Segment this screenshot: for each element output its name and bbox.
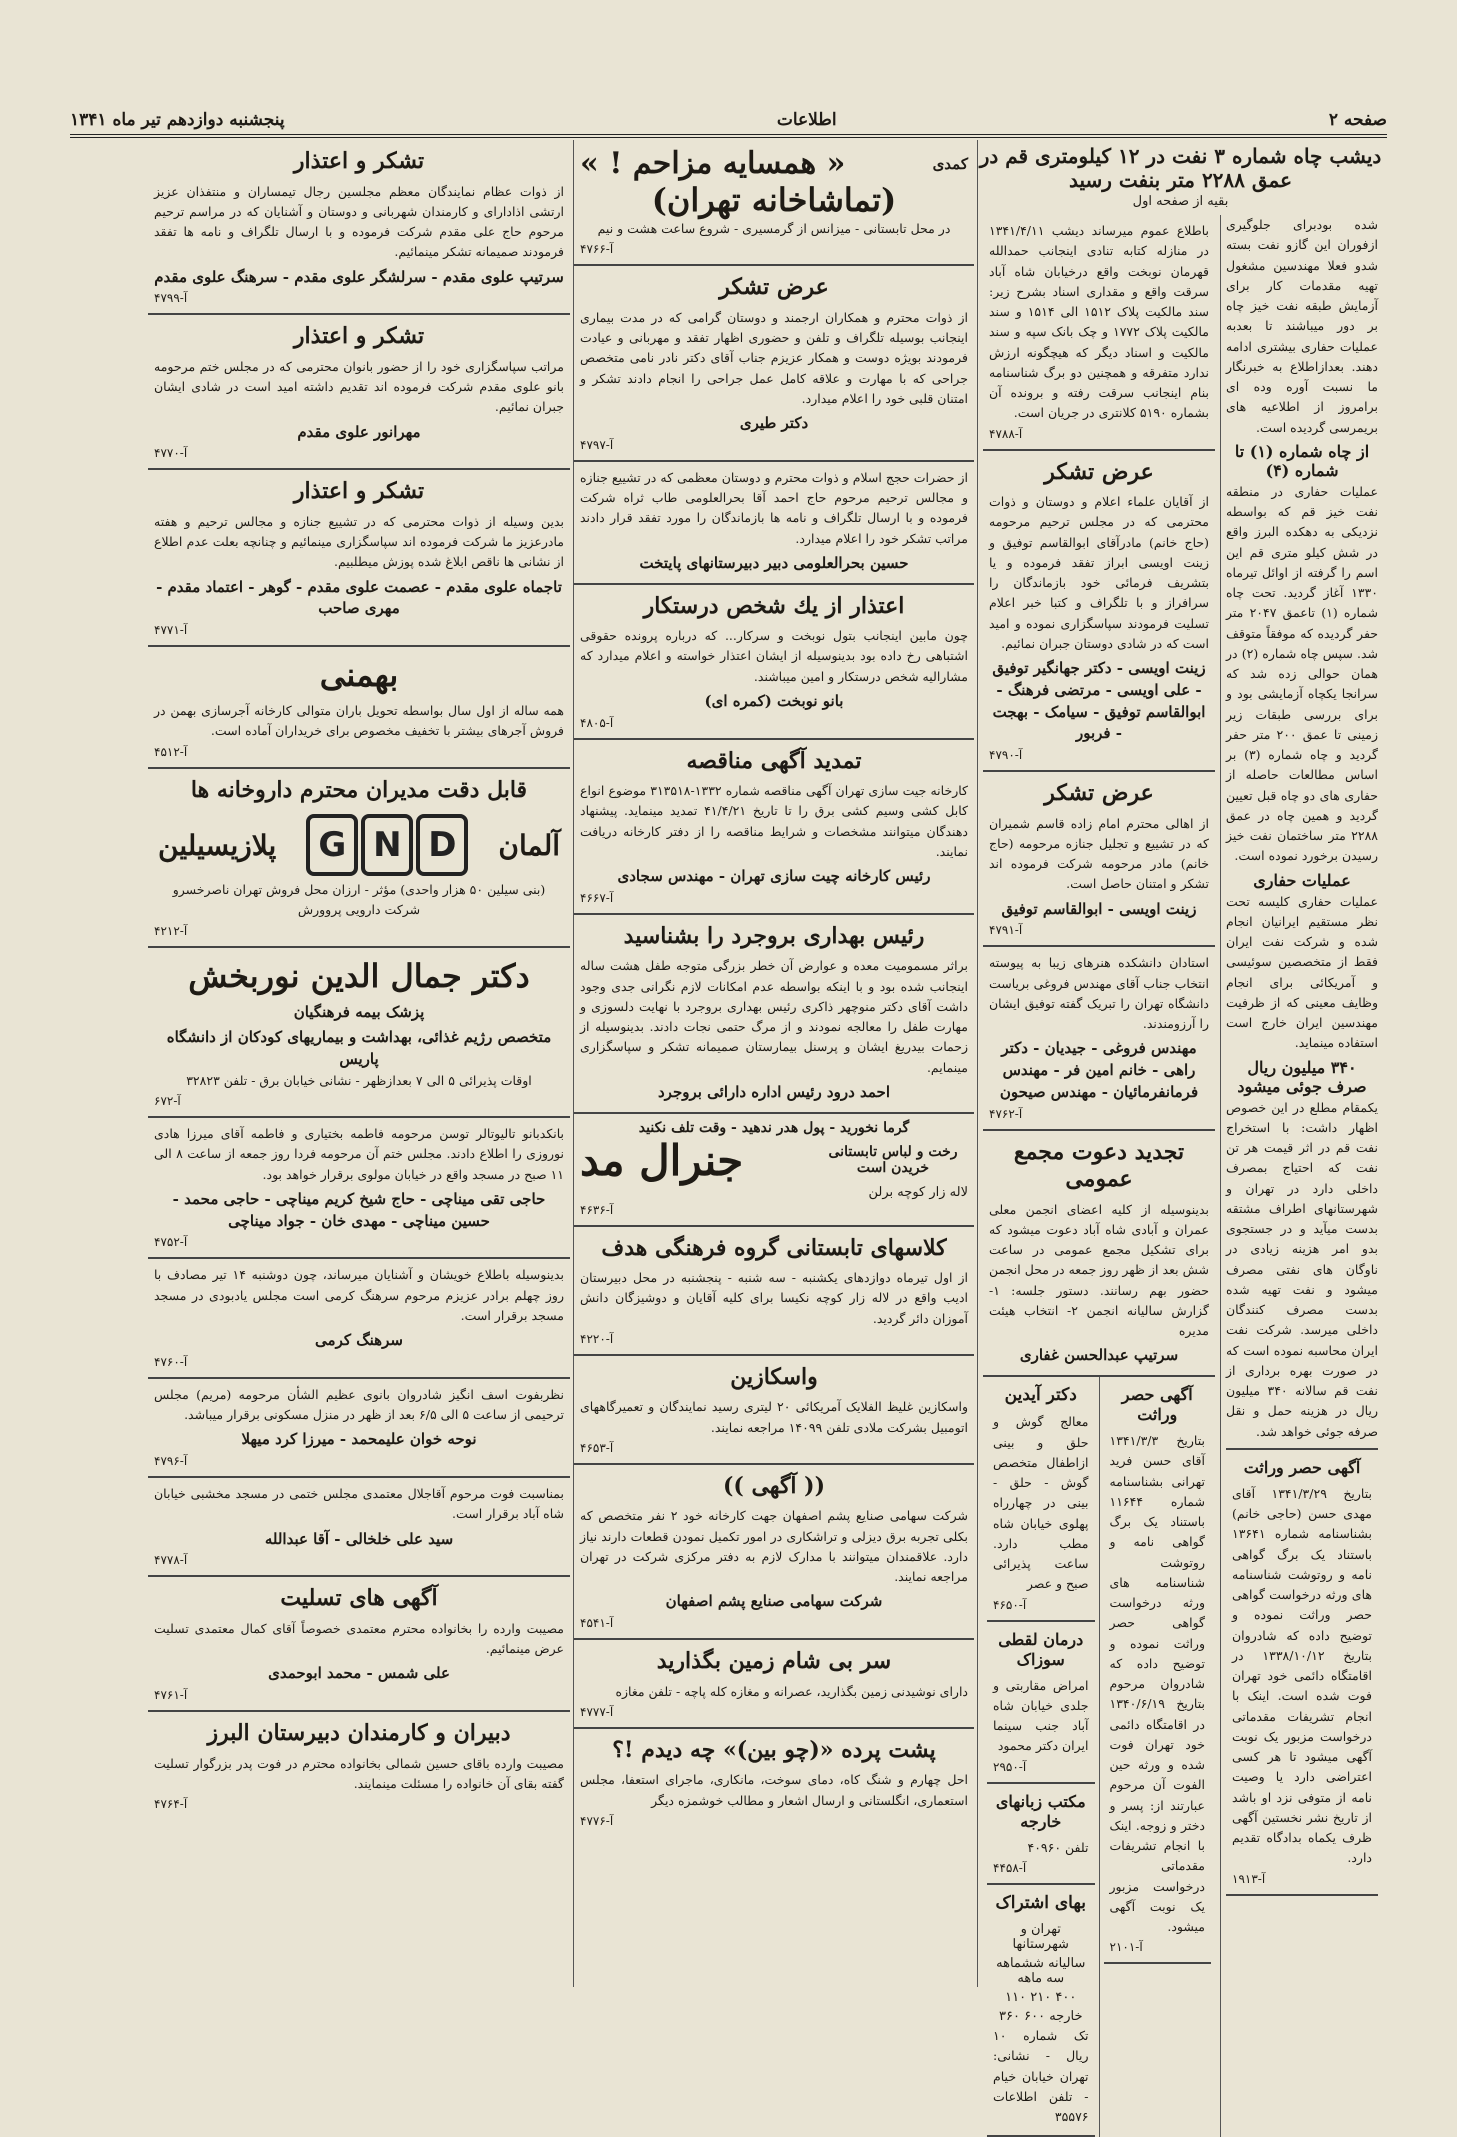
dng-logo-letter: D (416, 814, 468, 876)
small-ads-row (983, 1377, 1215, 2137)
notice-text: بانکدبانو تالیوتالر توسن مرحومه فاطمه بختیاری و فاطمه آقای میرزا هادی نوروزی را اطلاع دادند. مجلس ختم آن مرحومه فردا روز جمعه از ساعت ۸ الی ۱۱ صبح در مسجد واقع در خیابان مولوی برقرار خواهد بود. (154, 1126, 564, 1182)
ad-hours: اوقات پذیرائی ۵ الی ۷ بعدازظهر - نشانی خیابان برق - تلفن ۳۲۸۲۳ (186, 1072, 532, 1088)
notice-code: آ-۴۷۷۱ (154, 623, 188, 637)
ad-title: کلاسهای تابستانی گروه فرهنگی هدف (601, 1234, 947, 1261)
notice-condolence (148, 1577, 570, 1712)
notice-text: بدین وسیله از ذوات محترمی که در تشییع جنازه و مجالس ترحیم و هفته مادرعزیز ما شرکت فرموده اند سپاسگزاری مینمائیم و چنانچه بعلت عدم اطلاع از نشانی ها ناقص ابلاغ شده پوزش میطلبیم. (154, 513, 564, 570)
ad-text: امراض مقاربتی و جلدی خیابان شاه آباد جنب سینما ایران دکتر محمود (993, 1677, 1089, 1754)
notice-signature: علی شمس - محمد ابوحمدی (268, 1664, 450, 1683)
ad-brand-row (580, 1136, 968, 1185)
ad-text: (بنی سیلین ۵۰ هزار واحدی) مؤثر - ارزان محل فروش تهران ناصرخسرو شرکت دارویی پروورش (172, 882, 546, 918)
theatre-genre: کمدی (932, 154, 968, 173)
notice-code: آ-۴۷۹۶ (154, 1454, 188, 1468)
notice-signature: سرتیپ علوی مقدم - سرلشگر علوی مقدم - سرهنگ علوی مقدم (154, 267, 564, 286)
notice-tender (574, 740, 974, 915)
dng-logo-letter: G (306, 814, 358, 876)
notice-title: عرض تشکر (1044, 780, 1154, 806)
ad-recruitment (574, 1465, 974, 1640)
dng-logo-letter: N (361, 814, 413, 876)
ad-title: پشت پرده «(چو بين)» چه دیدم !؟ (612, 1736, 936, 1763)
notice-signature: سرتیپ عبدالحسن غفاری (1019, 1346, 1179, 1365)
ad-restaurant (574, 1640, 974, 1729)
page-header (70, 88, 1387, 138)
ad-title: دکتر جمال الدین نوربخش (188, 956, 530, 995)
notice-code: آ-۴۷۹۹ (154, 291, 188, 306)
dng-logo-icon (306, 814, 468, 876)
issue-date: پنجشنبه دوازدهم تیر ماه ۱۳۴۱ (70, 110, 285, 130)
notice-code: آ-۴۷۵۲ (154, 1235, 188, 1250)
theatre-venue: (تماشاخانه تهران) (651, 181, 897, 219)
lead-paragraph: عملیات حفاری کلیسه تحت نظر مستقیم ایرانیان انجام شده و شرکت نفت ایران فقط از متخصصین سوئیسی و آمریکائی برای انجام وظایف معینی که از ظرفیت مهندسین ایران خارج است استفاده مینماید. (1226, 893, 1378, 1051)
notice-thanks-bahrololoomi (574, 462, 974, 585)
notice-memorial-3 (148, 1379, 570, 1478)
notice-title: تشکر و اعتذار (293, 478, 425, 505)
ad-summer-classes (574, 1227, 974, 1356)
notice-thanks-1 (983, 451, 1215, 773)
subscription-text: تک شماره ۱۰ ریال - نشانی: تهران خیابان خیام - تلفن اطلاعات ۳۵۵۷۶ (993, 2028, 1089, 2124)
ad-code: آ-۲۹۵۰ (993, 1759, 1027, 1774)
notice-text: بتاریخ ۱۳۴۱/۳/۳ آقای حسن فرید تهرانی بشناسنامه شماره ۱۱۶۴۴ باستناد یک برگ گواهی نامه و روتوشت شناسنامه های ورثه درخواست گواهی حصر وراثت نموده و توضیح داده که شادروان مرحوم بتاریخ ۱۳۴۰/۶/۱۹ در اقامتگاه دائمی خود تهران فوت شده و ورثه حین الفوت آن مرحوم عبارتند از: پسر و دختر و زوجه. اینک با انجام تشریفات مقدماتی درخواست مزبور یک نوبت آگهی میشود. (1109, 1433, 1205, 1934)
ad-pharmacy (148, 769, 570, 948)
notice-thanks-2 (983, 772, 1215, 947)
notice-text: مصیبت وارده باقای حسین شمالی بخانواده محترم در فوت پدر بزرگوار تسلیت گفته بقای آن خانواده را مسئلت مینمایند. (154, 1755, 564, 1791)
ad-magazine (574, 1729, 974, 1836)
notice-code: آ-۱۹۱۳ (1232, 1871, 1266, 1886)
notice-code: آ-۲۱۰۱ (1109, 1940, 1143, 1955)
ad-text: دارای نوشیدنی زمین بگذارید، عصرانه و مغازه کله پاچه - تلفن مغازه (615, 1683, 968, 1699)
ad-text: همه ساله از اول سال بواسطه تحویل باران متوالی کارخانه آجرسازی بهمن در فروش آجرهای بیشتر با تخفیف مخصوص برای خریداران آماده است. (154, 703, 564, 739)
notice-text: نظربفوت اسف انگیز شادروان بانوی عظیم الشأن مرحومه (مریم) مجلس ترحیمی از ساعت ۵ الی ۶/۵ بعد از ظهر در منزل مسکونی برقرار میباشد. (154, 1386, 564, 1422)
ad-text: واسکازین غلیظ الفلایک آمریکائی ۲۰ لیتری رسید نمایندگان و تعمیرگاههای اتومبیل بشرکت ملادی تلفن ۱۴۰۹۹ مراجعه نمایند. (580, 1399, 969, 1435)
notice-signature: احمد درود رئیس اداره دارائی بروجرد (658, 1082, 890, 1101)
notice-signature: مهرانور علوی مقدم (297, 422, 421, 441)
ad-title: قابل دقت مدیران محترم داروخانه ها (190, 776, 528, 803)
theatre-play-title: « همسایه مزاحم ! » (580, 146, 846, 181)
subscription-row: خارجه ۶۰۰ ۳۶۰ (999, 2009, 1083, 2024)
paper-name: اطلاعات (776, 110, 837, 130)
ad-bahmani (148, 647, 570, 769)
ad-title: مکتب زبانهای خارجه (995, 1791, 1086, 1831)
notice-code: آ-۴۸۰۵ (580, 715, 614, 730)
ad-code: آ-۴۶۵۳ (580, 1440, 614, 1455)
ad-title: سر بی شام زمین بگذارید (656, 1648, 892, 1674)
lead-subheading: از چاه شماره (۱) تا شماره (۴) (1234, 441, 1370, 480)
ad-code: آ-۴۶۵۰ (993, 1597, 1027, 1612)
ad-doctor-aydin (987, 1377, 1095, 1622)
notice-text: مراتب سپاسگزاری خود را از حضور بانوان محترمی که در مجلس ختم مرحومه بانو علوی مقدم شرکت فرموده اند تقدیم داشته امید است در شادی ایشان جبران نمائیم. (154, 358, 564, 415)
notice-text: از ذوات محترم و همکاران ارجمند و دوستان گرامی که در مدت بیماری اینجانب بوسیله تلگراف و تلفن و حضوری اظهار تفقد و مهربانی و عیادت فرمودند بویژه دوست و همکار عزیزم جناب آقای دکتر نادر نامی متخصص جراحی که با مهارت و علاقه کامل عمل جراحی را انجام دادند تشکر و امتنان قلبی خود را اعلام میدارد. (580, 309, 968, 406)
subscription-row: سالیانه ششماهه سه ماهه (996, 1956, 1086, 1986)
notice-text: کارخانه جیت سازی تهران آگهی مناقصه شماره ۱۳۳۲-۳۱۳۵۱۸ موضوع انواع کابل کشی وسیم کشی برق را تا تاریخ ۴۱/۴/۲۱ تمدید مینماید. پیشنهاد دهندگان میتوانند مشخصات و شرایط مناقصه را از دفتر کارخانه دریافت نمایند. (580, 783, 968, 859)
ad-title: واسکازین (730, 1363, 818, 1390)
notice-title: تمدید آگهی مناقصه (686, 747, 862, 774)
notice-title: تشکر و اعتذار (293, 323, 425, 350)
notice-title: عرض تشکر (1044, 458, 1154, 485)
ad-title: دکتر آیدین (1004, 1385, 1077, 1405)
ad-brand: جنرال مد (580, 1135, 744, 1185)
notice-signature: حسین بحرالعلومی دبیر دبیرستانهای پایتخت (639, 553, 909, 572)
notice-code: آ-۴۷۶۲ (989, 1106, 1023, 1121)
lead-paragraph: یکمقام مطلع در این خصوص اظهار داشت: با استخراج نفت قم در اثر قیمت هر تن نفت که احتیاج بمصرف داخلی دارد در تهران و شهرستانهای اطراف مشتقه بدست میآید و در جستجوی بدو امر هزینه زیادی در ناوگان های نفتی مصرف میشود و نفت تهیه شده بدست مصرف کنندگان داخلی میرسد. شرکت نفت ایران محاسبه نموده است که در صورت بهره برداری از نفت قم سالانه ۳۴۰ میلیون ریال در هزینه حمل و نقل صرفه جوئی خواهد شد. (1226, 1099, 1378, 1439)
ad-clinic (987, 1622, 1095, 1784)
ad-code: آ-۴۷۷۶ (580, 1813, 614, 1828)
theatre-header (580, 146, 968, 181)
notice-alborz (148, 1712, 570, 1819)
notice-signature: دکتر طیری (739, 414, 809, 432)
notice-text: مصیبت وارده را بخانواده محترم معتمدی خصوصاً آقای کمال معتمدی تسلیت عرض مینمائیم. (154, 1620, 564, 1656)
ad-general-mode (574, 1114, 974, 1227)
lead-article (1220, 215, 1383, 2137)
notice-code: آ-۴۷۹۱ (989, 923, 1023, 938)
notices-stack (978, 215, 1220, 2137)
ad-text: معالج گوش و حلق و بینی ازاطفال متخصص گوش - حلق - بینی در چهارراه پهلوی خیابان شاه مطب دارد. ساعت پذیرائی صبح و عصر (993, 1414, 1089, 1592)
notice-code: آ-۴۷۹۰ (989, 748, 1023, 762)
notice-text: از آقایان علماء اعلام و دوستان و ذوات محترمی که در مجلس ترحیم مرحومه (حاج خانم) مادرآقای ابوالقاسم توفیق و زینت اویسی ابراز تفقد فرموده و یا بتشریف فرمائی خود بازماندگان را سرافراز و با تلگراف و کتبا خبر اعلام تسلیت فرمودند سپاسگزاری نموده و امید است که در شادی دوستان جبران نمائیم. (989, 494, 1209, 651)
lead-row (978, 215, 1383, 2137)
notice-thanks-alavi-1 (148, 140, 570, 315)
lead-subheading: ۳۴۰ میلیون ریال صرف جوئی میشود (1237, 1057, 1367, 1096)
ad-text: شرکت سهامی صنایع پشم اصفهان جهت کارخانه خود ۲ نفر متخصص که بکلی تجربه برق دیزلی و تراشکاری در امور تکمیل نمودن قطعات دارند نیاز دارد. علاقمندان میتوانند با مدارک لازم به دفتر مرکزی شرکت در تهران مراجعه نمایند. (580, 1508, 968, 1584)
ad-language-school (987, 1784, 1095, 1885)
notice-text: بمناسبت فوت مرحوم آقاجلال معتمدی مجلس ختمی در مسجد مخشبی خیابان شاه آباد برقرار است. (154, 1486, 564, 1522)
notice-signature: سرهنگ کرمی (315, 1331, 403, 1349)
notice-title: اعتذار از یك شخص درستكار (643, 592, 905, 619)
notice-title: عرض تشکر (719, 274, 829, 301)
ad-text: از اول تیرماه دوازدهای یکشنبه - سه شنبه - پنجشنبه در محل دبیرستان ادیب واقع در لاله زار کوچه نکیسا برای کلیه آقایان و دوشیزگان دانش آموزان دائر گردید. (580, 1270, 968, 1326)
ad-subtitle: پزشک بیمه فرهنگیان (293, 1002, 425, 1021)
notice-thanks-alavi-2 (148, 315, 570, 470)
ad-title: (( آگهی )) (722, 1472, 826, 1499)
lead-paragraph: شده بودبرای جلوگیری ازفوران این گازو نفت بسته شدو فعلا مهندسین مشغول تهیه مقدمات کار برای آزمایش طبقه نفت خیز چاه بر دور میباشند تا بعدبه عملیات حفاری بیشتری ادامه دهند. بعدازاطلاع به خبرنگار ما نسبت آوره وده ای برامروز از اطلاعیه های بریمرسی گردیده است. (1226, 217, 1378, 435)
notice-signature: سید علی خلخالی - آقا عبدالله (264, 1529, 454, 1548)
notice-text: چون مابین اینجانب بتول نوبخت و سرکار... که درباره پرونده حقوقی اشتباهی رخ داده بود بدینوسیله از ایشان اعتذار خواسته و اعلام میدارد که مشارالیه شخص درستکار و امین میباشند. (580, 628, 968, 684)
small-ads-left (983, 1377, 1099, 2137)
notice-signature: تاجماه علوی مقدم - عصمت علوی مقدم - گوهر - اعتماد مقدم - مهری صاحب (156, 577, 562, 618)
notice-code: آ-۴۶۶۷ (580, 890, 614, 905)
ad-signature: شرکت سهامی صنایع پشم اصفهان (665, 1592, 883, 1611)
ad-doctor-nourbakhsh (148, 948, 570, 1119)
notice-code: آ-۴۷۷۸ (154, 1553, 188, 1568)
ad-address: لاله زار کوچه برلن (868, 1184, 968, 1200)
ad-code: آ-۶۷۲ (154, 1094, 181, 1108)
notice-memorial-4 (148, 1478, 570, 1577)
theatre-details: در محل تابستانی - میزانس از گرمسیری - شروع ساعت هشت و نیم (597, 221, 951, 236)
ad-code: آ-۴۲۱۲ (154, 923, 188, 938)
ad-code: آ-۴۵۱۲ (154, 744, 188, 759)
notice-text: براثر مسمومیت معده و عوارض آن خطر بزرگی متوجه طفل هشت ساله اینجانب شده بود و با اینکه بواسطه عدم امکانات لازم نگرانی جدی وجود داشت آقای دکتر منوچهر ذاکری رئیس بهداری بروجرد با نهایت دلسوزی و مهارت طفل را معالجه نمودند و از مرگ حتمی نجات دادند. بدینوسیله از زحمات بیدریغ ایشان و پرسنل بیمارستان صمیمانه تشکر و سپاسگزاری مینمایم. (580, 958, 968, 1075)
ad-theatre (574, 140, 974, 266)
column-right (977, 140, 1383, 2124)
lead-subheading: عملیات حفاری (1253, 870, 1351, 890)
notice-text: باطلاع عموم میرساند دیشب ۱۳۴۱/۴/۱۱ در منازله کتابه تنادی اینجانب حمدالله قهرمان نوبخت واقع درخیابان شاه آباد سرقت واقع و مقداری اسناد بشرح زیر: سند مالکیت پلاک ۱۵۱۲ الی ۱۵۱۴ و سند مالکیت پلاک ۱۷۷۲ و چک بانک سپه و سند مالکیت و اسناد دیگر که هیچگونه ارزش ندارد متفرقه و همچنین دو برگ شناسنامه بنام اینجانب سرقت رفته و برونده آن بشماره ۵۱۹۰ کلانتری در جریان است. (989, 223, 1209, 421)
notice-text: از ذوات عظام نمایندگان معظم مجلسین رجال تیمساران و منتفذان عزیز ارتشی اذادارای و کارمندان شهربانی و دوستان و آشنایان که در مراسم ترحیم مرحوم حاج علی مقدم شرکت فرموده و با ارسال تلگراف و نامه ها تفقد فرمودند صمیمانه تشکر مینمائیم. (154, 183, 564, 260)
ad-code: آ-۴۴۵۸ (993, 1860, 1027, 1875)
ad-text: احل چهارم و شنگ کاه، دمای سوخت، مانکاری، ماجرای استعفا، مجلس استعماری، انگلستانی و ارسال اشعار و مطالب خوشمزه دیگر (580, 1772, 968, 1808)
notice-thanks-doctor (574, 266, 974, 462)
notice-text: از حضرات حجج اسلام و ذوات محترم و دوستان معظمی که در تشییع جنازه و مجالس ترحیم مرحوم حاج احمد آقا بحرالعلومی طاب ثراه شرکت فرموده و با ارسال تلگراف و نامه ها بازماندگان را مورد تفقد قرار دادند مراتب تشکر خود را اعلام میدارد. (580, 469, 968, 546)
lead-paragraph: عملیات حفاری در منطقه نفت خیز قم که بواسطه نزدیکی به دهکده البرز واقع در شش کیلو متری قم این اسم را گرفته از اوائل تیرماه ۱۳۳۰ آغاز گردید. تحت چاه شماره (۱) تاعمق ۲۰۴۷ متر حفر گردیده که موفقاً متوقف شد. سپس چاه شماره (۲) در همان حوالی زده شد که سرانجا یکچاه آزمایشی بود و برای بررسی طبقات زیر زمینی تا عمق ۲۰۰ متر حفر گردید و چاه شماره (۳) بر اساس مطالعات حاصله از حفاری های دو چاه قبل تعیین گردید و همین چاه در عمق ۲۲۸۸ متر ساختمان نفت خیز رسیدن برخورد نموده است. (1226, 483, 1379, 864)
ad-code: آ-۴۵۴۱ (580, 1616, 614, 1630)
notice-apology (574, 585, 974, 740)
subscription-title: بهای اشتراک (995, 1892, 1086, 1913)
notice-theft (983, 215, 1215, 451)
lead-subline: بقیه از صفحه اول (1132, 194, 1229, 209)
notice-code: آ-۴۷۹۷ (580, 437, 614, 452)
notice-text: بدینوسیله باطلاع خویشان و آشنایان میرساند، چون دوشنبه ۱۴ تیر مصادف با روز چهلم برادر عزیزم مرحوم سرهنگ کرمی است مجلس یادبودی در مسجد مسجد برقرار است. (154, 1267, 564, 1323)
notice-code: آ-۴۷۶۱ (154, 1688, 188, 1702)
notice-title: تشکر و اعتذار (293, 148, 425, 174)
notice-signature: رئیس کارخانه چیت سازی تهران - مهندس سجادی (617, 867, 931, 885)
ad-title: درمان لقطی سوزاک (998, 1629, 1084, 1669)
lead-headline: دیشب چاه شماره ۳ نفت در ۱۲ کیلومتری قم در عمق ۲۲۸۸ متر بنفت رسید (979, 144, 1382, 192)
subscription-row: ۴۰۰ ۲۱۰ ۱۱۰ (1005, 1990, 1077, 2005)
ad-code: آ-۴۶۳۶ (580, 1202, 614, 1217)
pharmacy-logo-row (154, 810, 564, 880)
ad-text: تلفن ۴۰۹۶۰ (1027, 1839, 1089, 1855)
notice-signature: مهندس فروغی - جیدیان - دکتر راهی - خانم امین فر - مهندس فرمانفرمائیان - مهندس صیحون (999, 1039, 1199, 1101)
notice-title: آگهی های تسلیت (280, 1585, 438, 1612)
ad-code: آ-۴۲۲۰ (580, 1331, 614, 1346)
notice-memorial-1 (148, 1118, 570, 1259)
notice-signature: زینت اویسی - ابوالقاسم توفیق (1001, 899, 1197, 918)
ad-specialty: متخصص رژیم غذائی، بهداشت و بیماریهای کودکان از دانشگاه پاریس (166, 1028, 552, 1068)
notice-inheritance-2 (1226, 1448, 1378, 1896)
notice-title: تجدید دعوت مجمع عمومی (1013, 1138, 1185, 1192)
notice-health-chief (574, 915, 974, 1114)
page-number: صفحه ۲ (1328, 110, 1387, 130)
subscription-box (987, 1885, 1095, 2137)
ad-tagline: گرما نخورید - پول هدر ندهید - وقت تلف نکنید (638, 1119, 910, 1136)
notice-title: آگهی حصر وراثت (1121, 1385, 1193, 1424)
notice-signature: زینت اویسی - دکتر جهانگیر توفیق - علی اویسی - مرتضی فرهنگ - ابوالقاسم توفیق - سیامک - بهجت - فربور (992, 659, 1206, 743)
notice-text: بدینوسیله از کلیه اعضای انجمن معلی عمران و آبادی شاه آباد دعوت میشود که برای تشکیل مجمع عمومی در ساعت شش بعد از ظهر روز جمعه در محل انجمن حضور بهم رسانند. دستور جلسه: ۱- گزارش سالیانه انجمن ۲- انتخاب هیئت مدیره (989, 1201, 1209, 1338)
column-left (148, 140, 570, 1987)
notice-code: آ-۴۷۶۴ (154, 1797, 188, 1811)
notice-text: از اهالی محترم امام زاده قاسم شمیران که در تشییع و تجلیل جنازه مرحومه (حاج خانم) مادر مرحومه شرکت فرموده اند تشکر و امتنان حاصل است. (989, 815, 1209, 892)
notice-text: بتاریخ ۱۳۴۱/۳/۲۹ آقای مهدی حسن (حاجی خانم) بشناسنامه شماره ۱۳۶۴۱ باستناد یک برگ گواهی نامه و روتوشت شناسنامه های ورثه درخواست گواهی حصر وراثت نموده و توضیح داده که شادروان بتاریخ ۱۳۳۸/۱۰/۱۲ در اقامتگاه دائمی خود تهران فوت شده است. اینک با انجام تشریفات مقدماتی درخواست مزبور یک نوبت آگهی میشود تا هر کسی اعتراضی دارد یا وصیت نامه از متوفی نزد او باشد از تاریخ نشر نخستین آگهی ظرف یکماه بدادگاه تقدیم دارد. (1232, 1485, 1372, 1866)
notice-title: دبیران و کارمندان دبیرستان البرز (207, 1720, 511, 1746)
ad-code: آ-۴۷۶۶ (580, 242, 614, 257)
notice-thanks-alavi-3 (148, 470, 570, 647)
ad-vaseline (574, 1356, 974, 1465)
notice-signature: حاجی تقی میناچی - حاج شیخ کریم میناچی - حاجی محمد - حسین میناچی - مهدی خان - جواد میناچی (172, 1189, 546, 1230)
notice-signature: نوحه خوان علیمحمد - میرزا کرد میهلا (241, 1430, 477, 1449)
notice-code: آ-۴۷۷۰ (154, 446, 188, 461)
notice-code: آ-۴۷۸۸ (989, 426, 1023, 441)
notice-signature: بانو نوبخت (کمره ای) (704, 691, 844, 710)
ad-code: آ-۴۷۷۷ (580, 1704, 614, 1719)
notice-title: رئیس بهداری بروجرد را بشناسید (623, 922, 925, 949)
ad-brand: بهمنی (319, 656, 399, 694)
notice-code: آ-۴۷۶۰ (154, 1354, 188, 1369)
ad-product: پلازیسیلین (158, 828, 277, 862)
notice-memorial-2 (148, 1259, 570, 1379)
small-ads-right (1099, 1377, 1216, 2137)
notice-assembly (983, 1131, 1215, 1378)
notice-faculty (983, 947, 1215, 1130)
ad-origin: آلمان (498, 828, 560, 862)
ad-offer: رخت و لباس تابستانی خریدن است (828, 1144, 958, 1176)
notice-text: استادان دانشکده هنرهای زیبا به پیوسته انتخاب جناب آقای مهندس فروغی بریاست دانشگاه تهران را تبریک گفته توفیق ایشان را آرزومندند. (989, 955, 1209, 1031)
subscription-row: تهران و شهرستانها (1012, 1922, 1069, 1952)
notice-inheritance-1 (1104, 1377, 1212, 1964)
subscription-table (993, 1920, 1089, 2026)
notice-title: آگهی حصر وراثت (1243, 1457, 1361, 1477)
column-middle (573, 140, 974, 1987)
